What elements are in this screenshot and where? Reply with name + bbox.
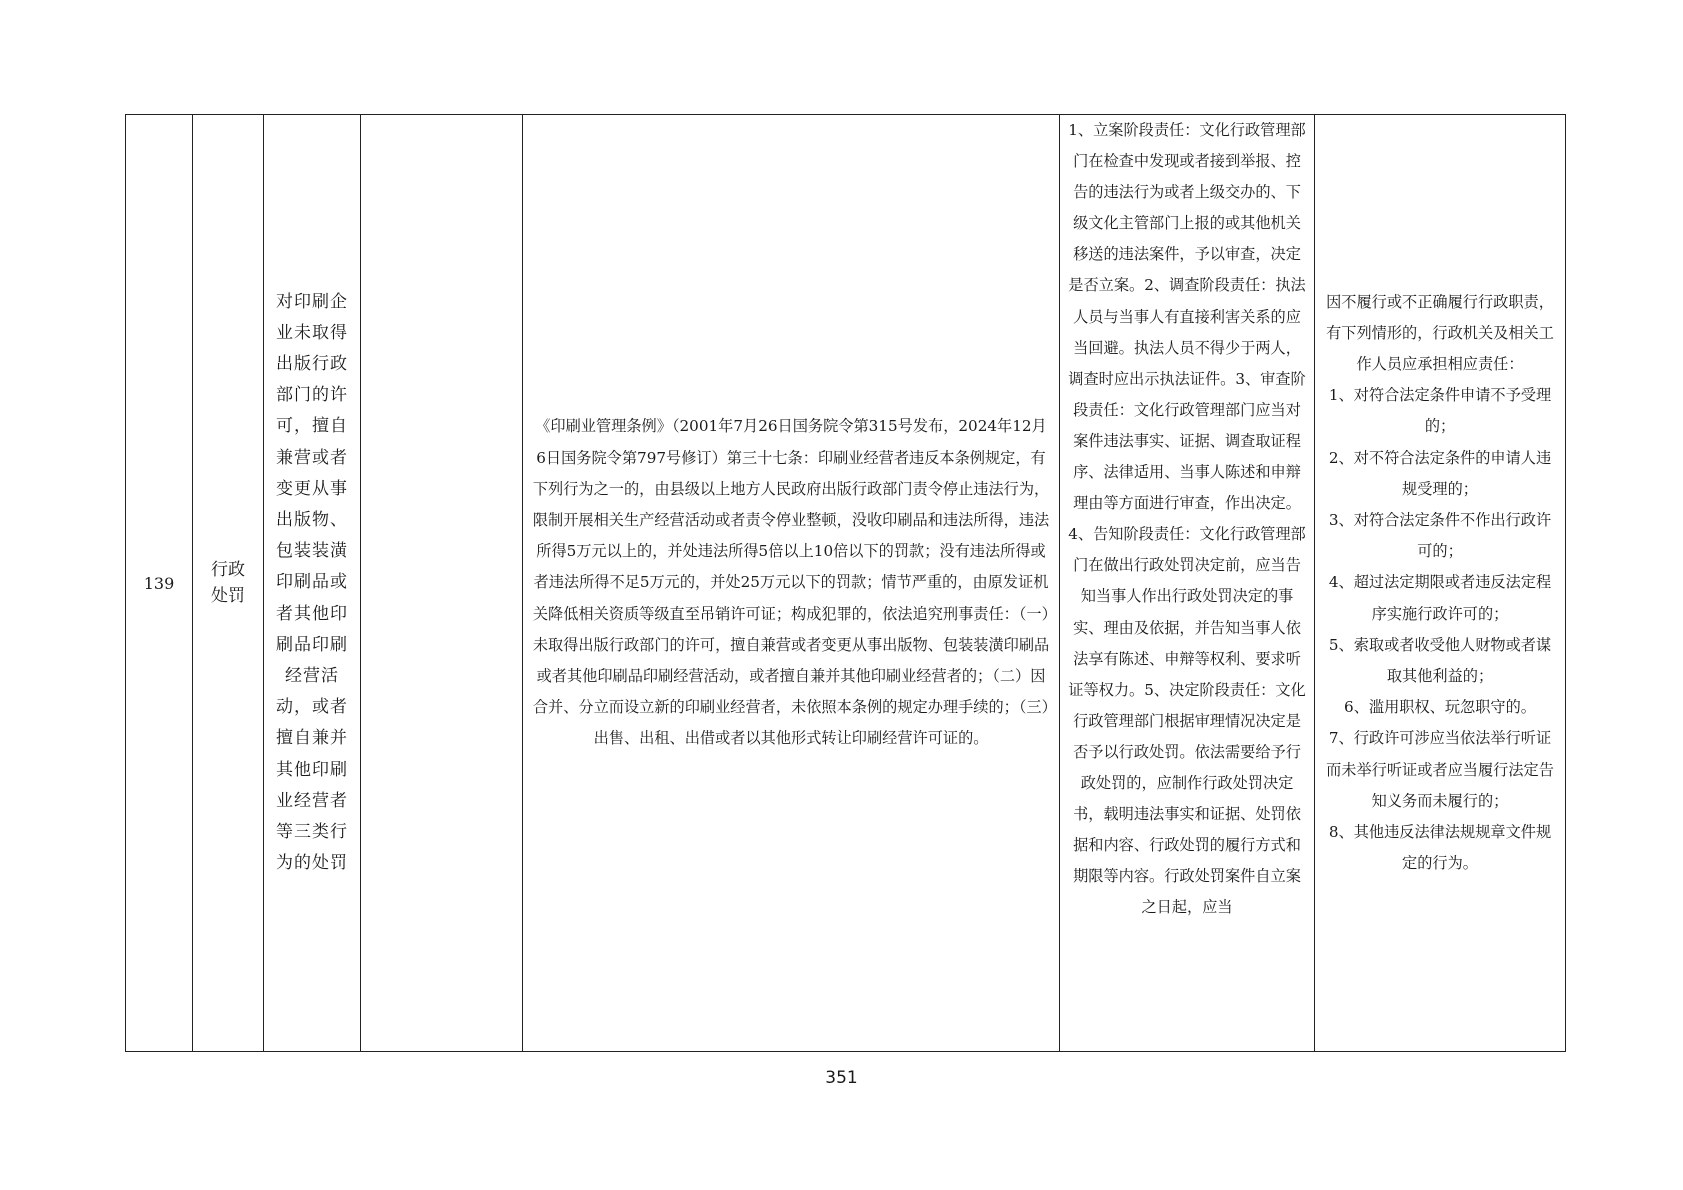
category-cell [193,115,264,1052]
accountability-item: 7、行政许可涉应当依法举行听证而未举行听证或者应当履行法定告知义务而未履行的； [1326,729,1554,810]
category: 行政处罚 [211,560,245,606]
accountability-item: 2、对不符合法定条件的申请人违规受理的； [1328,448,1552,498]
item-number: 139 [143,573,175,593]
duties-cell [1060,115,1315,1052]
accountability-cell [1315,115,1566,1052]
table-row [126,115,1566,1052]
accountability-item: 4、超过法定期限或者违反法定程序实施行政许可的； [1328,573,1552,623]
page-number: 351 [825,1068,858,1088]
legal-basis: 《印刷业管理条例》（2001年7月26日国务院令第315号发布，2024年12月6日国务院令第797号修订）第三十七条：印刷业经营者违反本条例规定，有下列行为之一的，由县级以上地方人民政府出版行政部门责令停止违法行为，限制开展相关生产经营活动或者责令停业整顿，没收印刷品和违法所得，违法所得5万元以上的，并处违法所得5倍以上10倍以下的罚款；没有违法所得或者违法所得不足5万元的，并处25万元以下的罚款；情节严重的，由原发证机关降低相关资质等级直至吊销许可证；构成犯罪的，依法追究刑事责任：（一）未取得出版行政部门的许可，擅自兼营或者变更从事出版物、包装装潢印刷品或者其他印刷品印刷经营活动，或者擅自兼并其他印刷业经营者的；（二）因合并、分立而设立新的印刷业经营者，未依照本条例的规定办理手续的；（三）出售、出租、出借或者以其他形式转让印刷经营许可证的。 [532,417,1050,748]
duties: 1、立案阶段责任：文化行政管理部门在检查中发现或者接到举报、控告的违法行为或者上级交办的、下级文化主管部门上报的或其他机关移送的违法案件，予以审查，决定是否立案。2、调查阶段责任：执法人员与当事人有直接利害关系的应当回避。执法人员不得少于两人，调查时应出示执法证件。3、审查阶段责任：文化行政管理部门应当对案件违法事实、证据、调查取证程序、法律适用、当事人陈述和申辩理由等方面进行审查，作出决定。4、告知阶段责任：文化行政管理部门在做出行政处罚决定前，应当告知当事人作出行政处罚决定的事实、理由及依据，并告知当事人依法享有陈述、申辩等权利、要求听证等权力。5、决定阶段责任：文化行政管理部门根据审理情况决定是否予以行政处罚。依法需要给予行政处罚的，应制作行政处罚决定书，载明违法事实和证据、处罚依据和内容、行政处罚的履行方式和期限等内容。行政处罚案件自立案之日起，应当 [1068,121,1306,917]
accountability-item: 5、索取或者收受他人财物或者谋取其他利益的； [1328,635,1552,685]
accountability-item: 3、对符合法定条件不作出行政许可的； [1328,510,1552,561]
accountability-item: 6、滥用职权、玩忽职守的。 [1344,698,1536,717]
accountability [1323,287,1557,880]
item-number-cell [126,115,193,1052]
legal-basis-cell [523,115,1060,1052]
item-name-cell [264,115,361,1052]
accountability-item: 1、对符合法定条件申请不予受理的； [1328,386,1552,436]
accountability-item: 8、其他违反法律法规规章文件规定的行为。 [1328,823,1552,873]
sub-item-cell [361,115,523,1052]
item-name: 对印刷企业未取得出版行政部门的许可，擅自兼营或者变更从事出版物、包装装潢印刷品或者其他印刷品印刷经营活动，或者擅自兼并其他印刷业经营者等三类行为的处罚 [276,291,348,874]
power-list-table [125,114,1566,1052]
accountability-intro: 因不履行或不正确履行行政职责，有下列情形的，行政机关及相关工作人员应承担相应责任： [1326,292,1554,373]
